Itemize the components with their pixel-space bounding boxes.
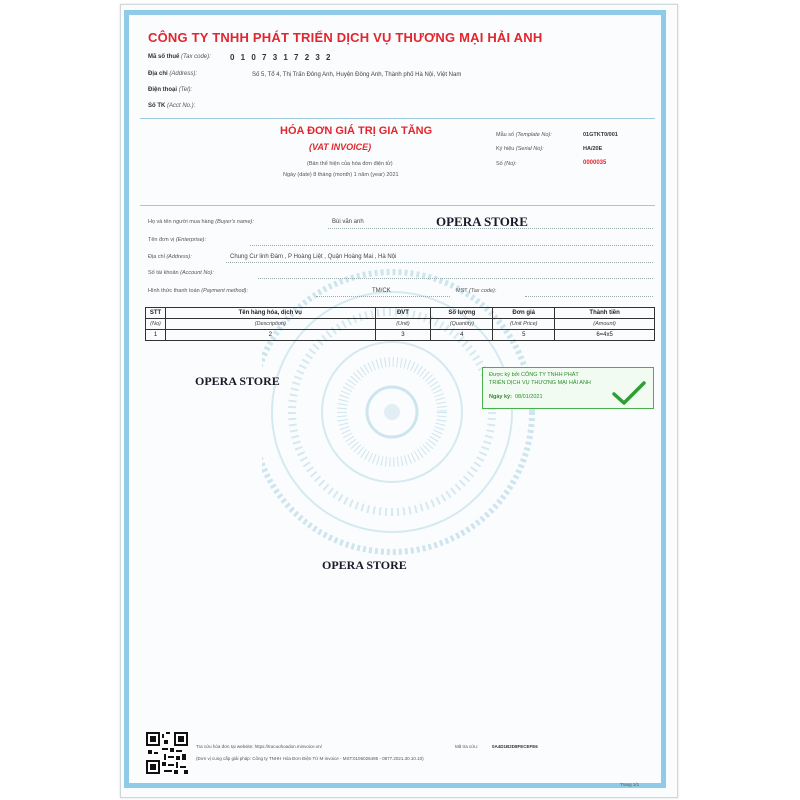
footer-code: 0A4D1B2D8FECEFE6 (492, 744, 538, 749)
items-table (145, 307, 655, 341)
invoice-note: (Bản thể hiện của hóa đơn điện tử) (307, 161, 393, 167)
dotted-line (250, 245, 653, 246)
table-cell: 5 (493, 330, 555, 341)
table-header-row (146, 308, 655, 319)
table-subheader-cell: (Quantity) (431, 319, 493, 330)
buyer-name: Bùi văn anh (332, 219, 364, 225)
table-subheader-cell: (Description) (165, 319, 375, 330)
footer-provider: (Đơn vị cung cấp giải pháp: Công ty TNHH Hóa Đơn Điện Tử M-invoice - MST:0106026495 - 0877.2021.30.10.10) (196, 756, 424, 761)
signature-date: 08/01/2021 (515, 394, 543, 400)
company-name: CÔNG TY TNHH PHÁT TRIỂN DỊCH VỤ THƯƠNG MẠI HẢI ANH (148, 30, 543, 45)
checkmark-icon (611, 380, 647, 406)
account-label: Số TK (Acct No.): (148, 103, 196, 109)
table-subheader-cell: (No) (146, 319, 166, 330)
buyer-address: Chung Cư linh Đàm , P Hoàng Liệt , Quận Hoàng Mai , Hà Nội (230, 254, 397, 260)
divider (140, 118, 655, 119)
page-number: Trang 1/1 (620, 782, 640, 787)
table-header-cell: ĐVT (375, 308, 431, 319)
template-value: 01GTKT0/001 (583, 132, 618, 138)
table-cell: 4 (431, 330, 493, 341)
address-value: Số 5, Tổ 4, Thị Trấn Đông Anh, Huyện Đông Anh, Thành phố Hà Nội, Việt Nam (252, 72, 462, 78)
footer-lookup: Tra cứu hóa đơn tại website: https://tracuuhoadon.minvoice.vn/ (196, 744, 322, 749)
digital-signature-box (482, 367, 654, 409)
table-cell: 6=4x5 (555, 330, 655, 341)
buyer-mst-label: MST (Tax code): (456, 288, 497, 294)
invoice-title: HÓA ĐƠN GIÁ TRỊ GIA TĂNG (280, 125, 433, 137)
store-stamp: OPERA STORE (195, 374, 280, 388)
number-label: Số (No): (496, 161, 517, 167)
series-value: HA/20E (583, 146, 603, 152)
store-stamp: OPERA STORE (322, 558, 407, 572)
address-label: Địa chỉ (Address): (148, 71, 198, 77)
signature-line-2: TRIỂN DỊCH VỤ THƯƠNG MẠI HẢI ANH (489, 380, 591, 386)
signature-line-1: Được ký bởi CÔNG TY TNHH PHÁT (489, 372, 579, 378)
tax-code-label: Mã số thuế (Tax code): (148, 54, 211, 60)
store-stamp: OPERA STORE (436, 214, 528, 229)
table-cell: 1 (146, 330, 166, 341)
table-header-cell: Thành tiền (555, 308, 655, 319)
invoice-number: 0000035 (583, 160, 607, 166)
dotted-line (226, 262, 653, 263)
table-header-cell: Tên hàng hóa, dịch vụ (165, 308, 375, 319)
table-subheader-row (146, 319, 655, 330)
table-cell: 3 (375, 330, 431, 341)
table-subheader-cell: (Unit) (375, 319, 431, 330)
template-label: Mẫu số (Template No): (496, 132, 552, 138)
buyer-name-label: Họ và tên người mua hàng (Buyer's name): (148, 219, 254, 225)
table-header-cell: STT (146, 308, 166, 319)
table-header-cell: Đơn giá (493, 308, 555, 319)
table-subheader-cell: (Unit Price) (493, 319, 555, 330)
table-cell: 2 (165, 330, 375, 341)
invoice-subtitle: (VAT INVOICE) (309, 142, 372, 152)
tax-code-value: 0 1 0 7 3 1 7 2 3 2 (230, 53, 333, 62)
dotted-line (316, 296, 450, 297)
phone-label: Điện thoại (Tel): (148, 87, 193, 93)
series-label: Ký hiệu (Serial No): (496, 146, 544, 152)
payment-value: TM/CK (372, 288, 391, 294)
qr-code (146, 732, 188, 774)
buyer-address-label: Địa chỉ (Address): (148, 254, 192, 260)
dotted-line (258, 278, 653, 279)
payment-label: Hình thức thanh toán (Payment method): (148, 288, 249, 294)
invoice-date: Ngày (date) 8 tháng (month) 1 năm (year) 2021 (283, 172, 399, 178)
footer-code-label: Mã tra cứu: (455, 744, 479, 749)
table-row (146, 330, 655, 341)
enterprise-label: Tên đơn vị (Enterprise): (148, 237, 207, 243)
divider (140, 205, 655, 206)
dotted-line (525, 296, 653, 297)
table-subheader-cell: (Amount) (555, 319, 655, 330)
buyer-account-label: Số tài khoản (Account No): (148, 270, 214, 276)
table-header-cell: Số lượng (431, 308, 493, 319)
signature-date-label: Ngày ký: (489, 394, 512, 400)
